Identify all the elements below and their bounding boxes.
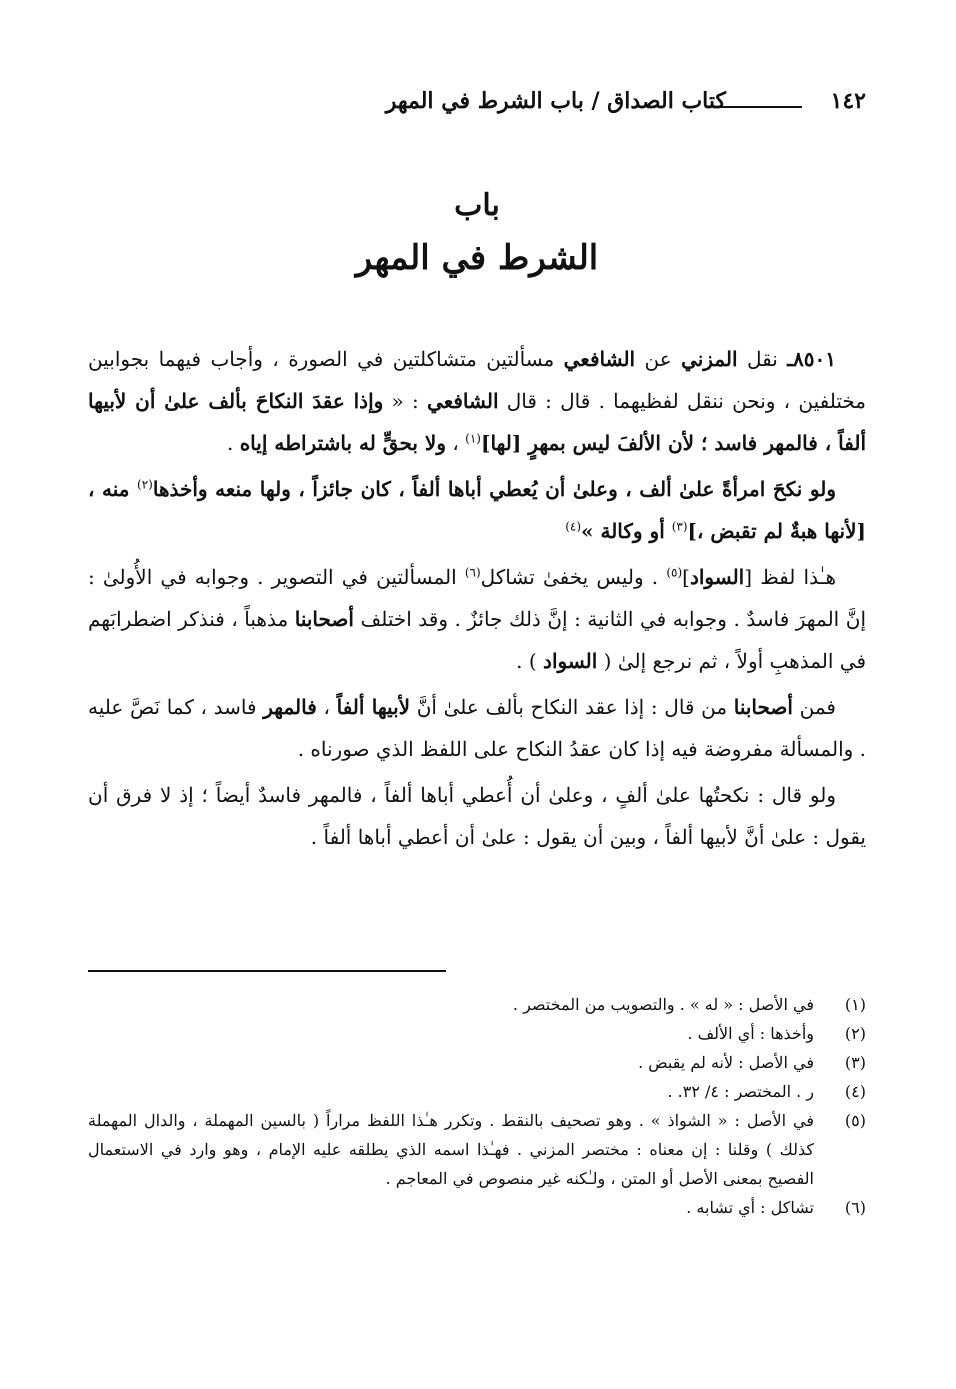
- footnote-text: في الأصل : « له » . والتصويب من المختصر .: [512, 995, 814, 1014]
- text-run: مذهباً ، فنذكر اضطرابَهم في المذهبِ أولاً ، ثم نرجع إلىٰ (: [88, 607, 866, 673]
- running-header: [88, 88, 866, 124]
- footnote-number: (١): [844, 995, 866, 1014]
- text-run: أصحابنا: [294, 607, 354, 631]
- footnote: [88, 1106, 866, 1193]
- paragraph: [88, 556, 866, 682]
- text-run: نقل: [737, 347, 788, 371]
- footnote-number: (٦): [844, 1198, 866, 1217]
- text-run: ٨٥٠١ـ: [787, 347, 836, 371]
- running-title: كتاب الصداق / باب الشرط في المهر: [385, 88, 726, 114]
- footnote-ref: (٣): [671, 519, 688, 534]
- text-run: عن: [635, 347, 682, 371]
- footnote: [88, 1077, 866, 1106]
- text-run: من قال : إذا عقد النكاح بألف علىٰ أنَّ: [410, 695, 734, 719]
- chapter-heading-bab: باب: [454, 188, 500, 223]
- footnote-number: (٢): [844, 1024, 866, 1043]
- text-run: المسألتين في التصوير . وجوابه في الأُولىٰ : إنَّ المهرَ فاسدٌ . وجوابه في الثانية : إنَّ ذلك جائزٌ . وقد اختلف: [88, 565, 867, 631]
- footnote-text: ر . المختصر : ٤/ ٣٢. .: [667, 1082, 814, 1101]
- header-rule: [720, 106, 802, 108]
- text-run: .: [226, 431, 240, 455]
- text-run: فالمهر: [263, 695, 317, 719]
- main-text: [88, 338, 866, 862]
- text-run: . وليس يخفىٰ تشاكل: [480, 565, 667, 589]
- footnote-text: وأخذها : أي الألف .: [687, 1024, 814, 1043]
- text-run: فمن: [792, 695, 836, 719]
- footnote-text: في الأصل : « الشواذ » . وهو تصحيف بالنقط . وتكرر هـٰذا اللفظ مراراً ( بالسين المهملة ، والدال المهملة كذلك ) وقلنا : إن معناه : مختصر المزني . فهـٰذا اسمه الذي يطلقه عليه الإمام ، وهو وارد في الاستعمال الفصيح بمعنى الأصل أو المتن ، ولـٰكنه غير منصوص في المعاجم .: [88, 1111, 814, 1188]
- footnote-ref: (٤): [565, 519, 582, 534]
- text-run: وإذا عقدَ النكاحَ بألف علىٰ أن لأبيها ألفاً ، فالمهر فاسد ؛ لأن الألفَ ليس بمهرٍ [لها]: [88, 389, 866, 455]
- book-page: [88, 70, 866, 1370]
- footnote-number: (٥): [844, 1111, 866, 1130]
- text-run: السواد: [689, 565, 745, 589]
- text-run: ،: [316, 695, 337, 719]
- footnote-number: (٣): [844, 1053, 866, 1072]
- paragraph: [88, 686, 866, 770]
- text-run: ولو قال : نكحتُها علىٰ ألفٍ ، وعلىٰ أن أُعطي أباها ألفاً ، فالمهر فاسدٌ أيضاً ؛ إذ لا فرق أن يقول : علىٰ أنَّ لأبيها ألفاً ، وبين أن يقول : علىٰ أن أعطي أباها ألفاً .: [88, 783, 866, 849]
- footnote: [88, 1193, 866, 1222]
- text-run: المزني: [681, 347, 738, 371]
- page-number: ١٤٢: [830, 88, 866, 114]
- footnote-separator: [88, 970, 446, 972]
- text-run: ولا بحقٍّ له باشتراطه إياه: [239, 431, 446, 455]
- text-run: : «: [383, 389, 428, 413]
- text-run: ]: [682, 565, 690, 589]
- text-run: أصحابنا: [733, 695, 793, 719]
- text-run: منه ، [لأنها هبةٌ لم تقبض ،]: [88, 477, 866, 543]
- text-run: الشافعي: [427, 389, 499, 413]
- text-run: لأبيها ألفاً: [336, 695, 411, 719]
- footnote-ref: (١): [465, 431, 481, 446]
- footnote-text: في الأصل : لأنه لم يقبض .: [638, 1053, 814, 1072]
- footnote-text: تشاكل : أي تشابه .: [686, 1198, 814, 1217]
- chapter-heading-title: الشرط في المهر: [355, 238, 599, 278]
- footnote: [88, 1019, 866, 1048]
- text-run: أو وكالة »: [581, 519, 672, 543]
- paragraph: [88, 468, 866, 552]
- paragraph: [88, 774, 866, 858]
- text-run: فاسد ، كما نَصَّ عليه . والمسألة مفروضة فيه إذا كان عقدُ النكاح على اللفظ الذي صورناه .: [88, 695, 866, 761]
- footnotes: [88, 990, 866, 1222]
- text-run: ،: [445, 431, 466, 455]
- footnote-ref: (٦): [464, 565, 481, 580]
- footnote: [88, 1048, 866, 1077]
- text-run: ) .: [516, 649, 544, 673]
- text-run: الشافعي: [563, 347, 636, 371]
- text-run: ولو نكحَ امرأةً علىٰ ألف ، وعلىٰ أن يُعطي أباها ألفاً ، كان جائزاً ، ولها منعه وأخذها: [152, 477, 836, 501]
- footnote-ref: (٢): [137, 477, 153, 492]
- paragraph: [88, 338, 866, 464]
- text-run: هـٰذا لفظ [: [744, 565, 836, 589]
- text-run: مسألتين متشاكلتين في الصورة ، وأجاب فيهما بجوابين مختلفين ، ونحن ننقل لفظيهما . قال : قال: [88, 347, 867, 413]
- text-run: السواد: [543, 649, 598, 673]
- footnote-ref: (٥): [666, 565, 683, 580]
- footnote: [88, 990, 866, 1019]
- footnote-number: (٤): [844, 1082, 866, 1101]
